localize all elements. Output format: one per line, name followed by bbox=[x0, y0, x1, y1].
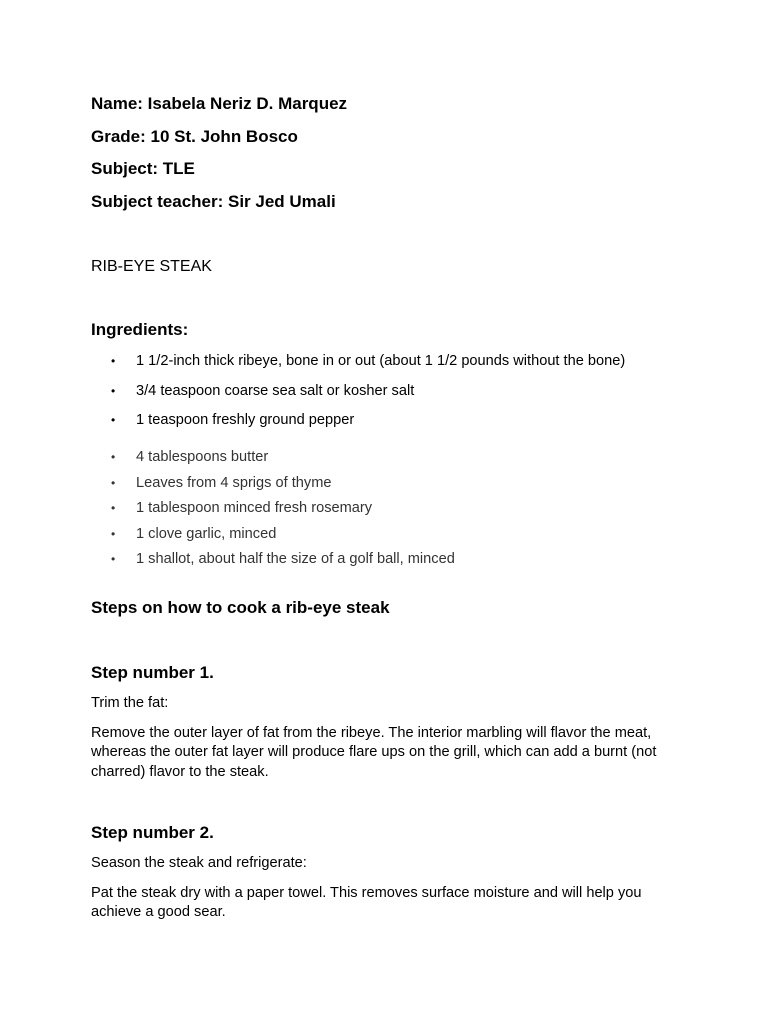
step-1-title: Step number 1. bbox=[91, 663, 214, 682]
ingredient-text: 1 clove garlic, minced bbox=[136, 525, 277, 542]
list-item bbox=[91, 448, 711, 466]
list-item bbox=[91, 474, 711, 492]
ingredients-heading: Ingredients: bbox=[91, 320, 189, 339]
recipe-title: RIB-EYE STEAK bbox=[91, 258, 212, 275]
step-2-subtitle: Season the steak and refrigerate: bbox=[91, 855, 307, 871]
ingredient-text: 4 tablespoons butter bbox=[136, 449, 269, 465]
ingredients-list-secondary bbox=[91, 448, 711, 576]
list-item bbox=[91, 411, 711, 429]
subject-teacher: Subject teacher: Sir Jed Umali bbox=[91, 192, 336, 211]
ingredient-text: 1 1/2-inch thick ribeye, bone in or out (about 1 1/2 pounds without the bone) bbox=[136, 353, 626, 369]
ingredient-text: 1 shallot, about half the size of a golf ball, minced bbox=[136, 551, 455, 567]
bullet-icon: • bbox=[111, 475, 116, 490]
list-item bbox=[91, 382, 711, 400]
bullet-icon: • bbox=[111, 526, 116, 541]
step-2-body: Pat the steak dry with a paper towel. This removes surface moisture and will help you achieve a good sear. bbox=[91, 885, 642, 921]
student-grade: Grade: 10 St. John Bosco bbox=[91, 127, 298, 146]
list-item bbox=[91, 525, 711, 543]
subject: Subject: TLE bbox=[91, 159, 195, 178]
bullet-icon: • bbox=[111, 552, 116, 566]
list-item bbox=[91, 550, 711, 568]
bullet-icon: • bbox=[111, 383, 116, 398]
bullet-icon: • bbox=[111, 450, 116, 464]
ingredients-list-primary bbox=[91, 352, 711, 441]
bullet-icon: • bbox=[111, 354, 116, 368]
list-item bbox=[91, 499, 711, 517]
ingredient-text: 3/4 teaspoon coarse sea salt or kosher salt bbox=[136, 382, 415, 399]
bullet-icon: • bbox=[111, 501, 116, 515]
step-2-title: Step number 2. bbox=[91, 823, 214, 842]
step-1-body: Remove the outer layer of fat from the ribeye. The interior marbling will flavor the meat, whereas the outer fat layer will produce flare ups on the grill, which can add a burnt (not charred) flavor to the steak. bbox=[91, 725, 657, 780]
list-item bbox=[91, 352, 711, 370]
ingredient-text: Leaves from 4 sprigs of thyme bbox=[136, 474, 332, 491]
ingredient-text: 1 teaspoon freshly ground pepper bbox=[136, 412, 355, 428]
steps-heading: Steps on how to cook a rib-eye steak bbox=[91, 598, 390, 617]
bullet-icon: • bbox=[111, 413, 116, 427]
ingredient-text: 1 tablespoon minced fresh rosemary bbox=[136, 500, 373, 516]
student-name: Name: Isabela Neriz D. Marquez bbox=[91, 94, 348, 113]
step-1-subtitle: Trim the fat: bbox=[91, 695, 169, 711]
